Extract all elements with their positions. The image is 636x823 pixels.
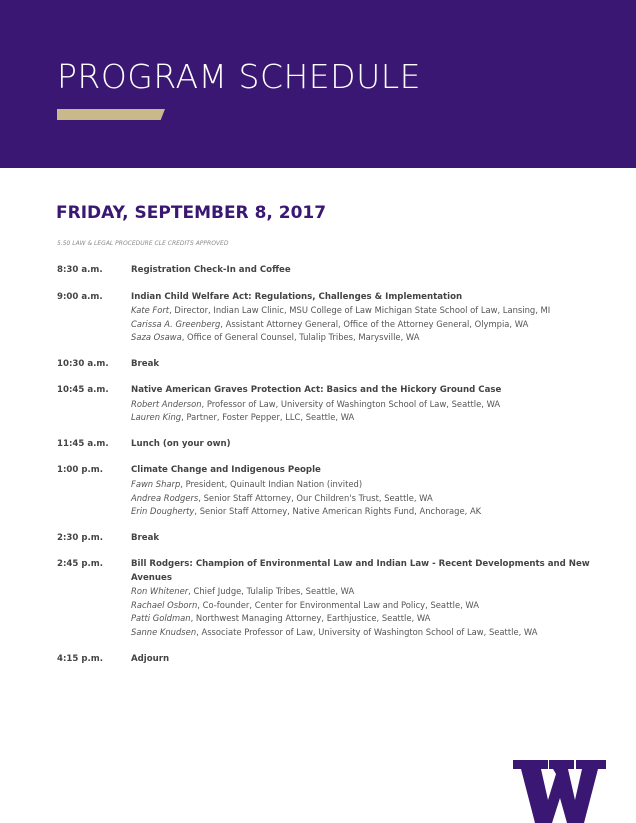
speaker-line (131, 304, 617, 318)
speaker-name: Lauren King (131, 412, 182, 423)
schedule-list (57, 264, 617, 679)
gold-accent-bar (57, 109, 165, 120)
speaker-role: , Northwest Managing Attorney, Earthjustice, Seattle, WA (190, 613, 431, 624)
speaker-name: Ron Whitener (131, 586, 189, 597)
speaker-line (131, 599, 617, 613)
session-content (131, 384, 617, 425)
speaker-name: Carissa A. Greenberg (131, 318, 221, 329)
speaker-role: , Director, Indian Law Clinic, MSU College of Law Michigan State School of Law, Lansing, MI (169, 305, 551, 315)
speaker-line (131, 478, 617, 492)
session-content (131, 464, 617, 518)
speaker-role: , Partner, Foster Pepper, LLC, Seattle, WA (181, 412, 355, 423)
speaker-line (131, 411, 617, 425)
speaker-line (131, 585, 617, 599)
session-time: 11:45 a.m. (57, 438, 109, 449)
speaker-name: Robert Anderson (131, 398, 202, 409)
session-time: 9:00 a.m. (57, 291, 103, 302)
speaker-role: , Office of General Counsel, Tulalip Tribes, Marysville, WA (181, 332, 420, 343)
schedule-row (57, 653, 617, 667)
credits-note: 5.50 LAW & LEGAL PROCEDURE CLE CREDITS APPROVED (57, 240, 229, 247)
session-title: Native American Graves Protection Act: Basics and the Hickory Ground Case (131, 385, 502, 396)
session-title: Break (131, 358, 160, 369)
speaker-line (131, 612, 617, 626)
session-content (131, 264, 617, 278)
schedule-row (57, 291, 617, 345)
day-title: FRIDAY, SEPTEMBER 8, 2017 (56, 203, 327, 223)
session-title: Bill Rodgers: Champion of Environmental Law and Indian Law - Recent Developments and New Avenues (131, 559, 590, 583)
session-content (131, 291, 617, 345)
speaker-role: , Professor of Law, University of Washington School of Law, Seattle, WA (201, 398, 501, 409)
uw-w-logo-icon (512, 760, 607, 823)
header-banner (0, 0, 636, 168)
speaker-line (131, 331, 617, 345)
speaker-line (131, 505, 617, 519)
speaker-name: Fawn Sharp (131, 478, 181, 489)
session-title: Registration Check-In and Coffee (131, 265, 291, 275)
speaker-line (131, 492, 617, 506)
speaker-name: Saza Osawa (131, 332, 182, 343)
session-title: Lunch (on your own) (131, 438, 231, 449)
speaker-line (131, 318, 617, 332)
session-time: 10:45 a.m. (57, 385, 109, 396)
session-title: Break (131, 532, 160, 543)
session-content (131, 438, 617, 452)
speaker-line (131, 626, 617, 640)
speaker-name: Rachael Osborn (131, 599, 198, 610)
session-content (131, 558, 617, 639)
speaker-line (131, 398, 617, 412)
speaker-name: Patti Goldman (131, 613, 191, 624)
speaker-role: , President, Quinault Indian Nation (invited) (180, 478, 363, 489)
schedule-row (57, 532, 617, 546)
speaker-role: , Senior Staff Attorney, Our Children's Trust, Seattle, WA (198, 492, 433, 503)
session-title: Indian Child Welfare Act: Regulations, Challenges & Implementation (131, 291, 463, 302)
schedule-row (57, 558, 617, 639)
speaker-role: , Senior Staff Attorney, Native American Rights Fund, Anchorage, AK (194, 506, 482, 517)
session-time: 2:30 p.m. (57, 532, 104, 543)
schedule-row (57, 438, 617, 452)
speaker-name: Sanne Knudsen (131, 627, 197, 638)
page-title: PROGRAM SCHEDULE (57, 57, 421, 96)
speaker-role: , Assistant Attorney General, Office of the Attorney General, Olympia, WA (220, 318, 529, 329)
speaker-role: , Co-founder, Center for Environmental Law and Policy, Seattle, WA (197, 599, 479, 610)
session-content (131, 532, 617, 546)
speaker-name: Erin Dougherty (131, 506, 195, 517)
schedule-row (57, 384, 617, 425)
session-time: 2:45 p.m. (57, 559, 104, 570)
session-time: 8:30 a.m. (57, 265, 103, 275)
session-title: Adjourn (131, 653, 170, 664)
session-content (131, 358, 617, 372)
speaker-name: Kate Fort (131, 305, 170, 315)
session-time: 1:00 p.m. (57, 465, 104, 476)
speaker-name: Andrea Rodgers (131, 492, 199, 503)
session-time: 10:30 a.m. (57, 358, 109, 369)
session-time: 4:15 p.m. (57, 653, 104, 664)
schedule-row (57, 264, 617, 278)
session-title: Climate Change and Indigenous People (131, 465, 321, 476)
session-content (131, 653, 617, 667)
speaker-role: , Chief Judge, Tulalip Tribes, Seattle, WA (188, 586, 355, 597)
schedule-row (57, 464, 617, 518)
schedule-row (57, 358, 617, 372)
speaker-role: , Associate Professor of Law, University of Washington School of Law, Seattle, WA (196, 627, 538, 638)
